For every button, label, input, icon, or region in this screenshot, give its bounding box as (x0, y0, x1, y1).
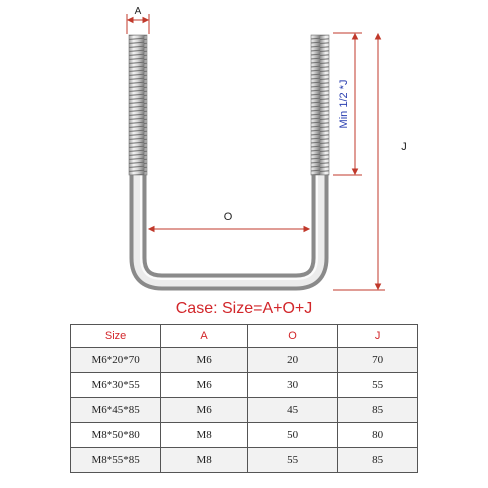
table-row (71, 398, 418, 423)
header-a: A (161, 325, 248, 348)
table-row (71, 348, 418, 373)
cell-j: 85 (338, 398, 418, 423)
dimension-a (127, 14, 149, 34)
right-threaded-leg (311, 35, 329, 175)
cell-a: M6 (161, 373, 248, 398)
cell-j: 85 (338, 448, 418, 473)
size-formula-caption: Case: Size=A+O+J (175, 300, 313, 317)
cell-o: 20 (247, 348, 337, 373)
header-size: Size (71, 325, 161, 348)
cell-size: M6*30*55 (71, 373, 161, 398)
header-o: O (247, 325, 337, 348)
cell-j: 70 (338, 348, 418, 373)
table-header-row (71, 325, 418, 348)
cell-size: M6*20*70 (71, 348, 161, 373)
table-row (71, 448, 418, 473)
cell-o: 30 (247, 373, 337, 398)
cell-a: M8 (161, 423, 248, 448)
cell-o: 50 (247, 423, 337, 448)
cell-j: 55 (338, 373, 418, 398)
cell-a: M8 (161, 448, 248, 473)
dimension-j (333, 34, 385, 290)
cell-j: 80 (338, 423, 418, 448)
dimension-o (149, 227, 309, 232)
cell-o: 55 (247, 448, 337, 473)
table-row (71, 373, 418, 398)
table-row (71, 423, 418, 448)
cell-size: M8*55*85 (71, 448, 161, 473)
size-spec-table (70, 324, 418, 473)
cell-a: M6 (161, 348, 248, 373)
cell-a: M6 (161, 398, 248, 423)
dimension-j-label: J (401, 141, 407, 153)
cell-o: 45 (247, 398, 337, 423)
cell-size: M8*50*80 (71, 423, 161, 448)
dimension-o-label: O (223, 211, 233, 223)
dimension-min-label: Min 1/2 *J (338, 79, 350, 129)
left-threaded-leg (129, 35, 147, 175)
cell-size: M6*45*85 (71, 398, 161, 423)
dimension-a-label: A (134, 6, 142, 17)
header-j: J (338, 325, 418, 348)
